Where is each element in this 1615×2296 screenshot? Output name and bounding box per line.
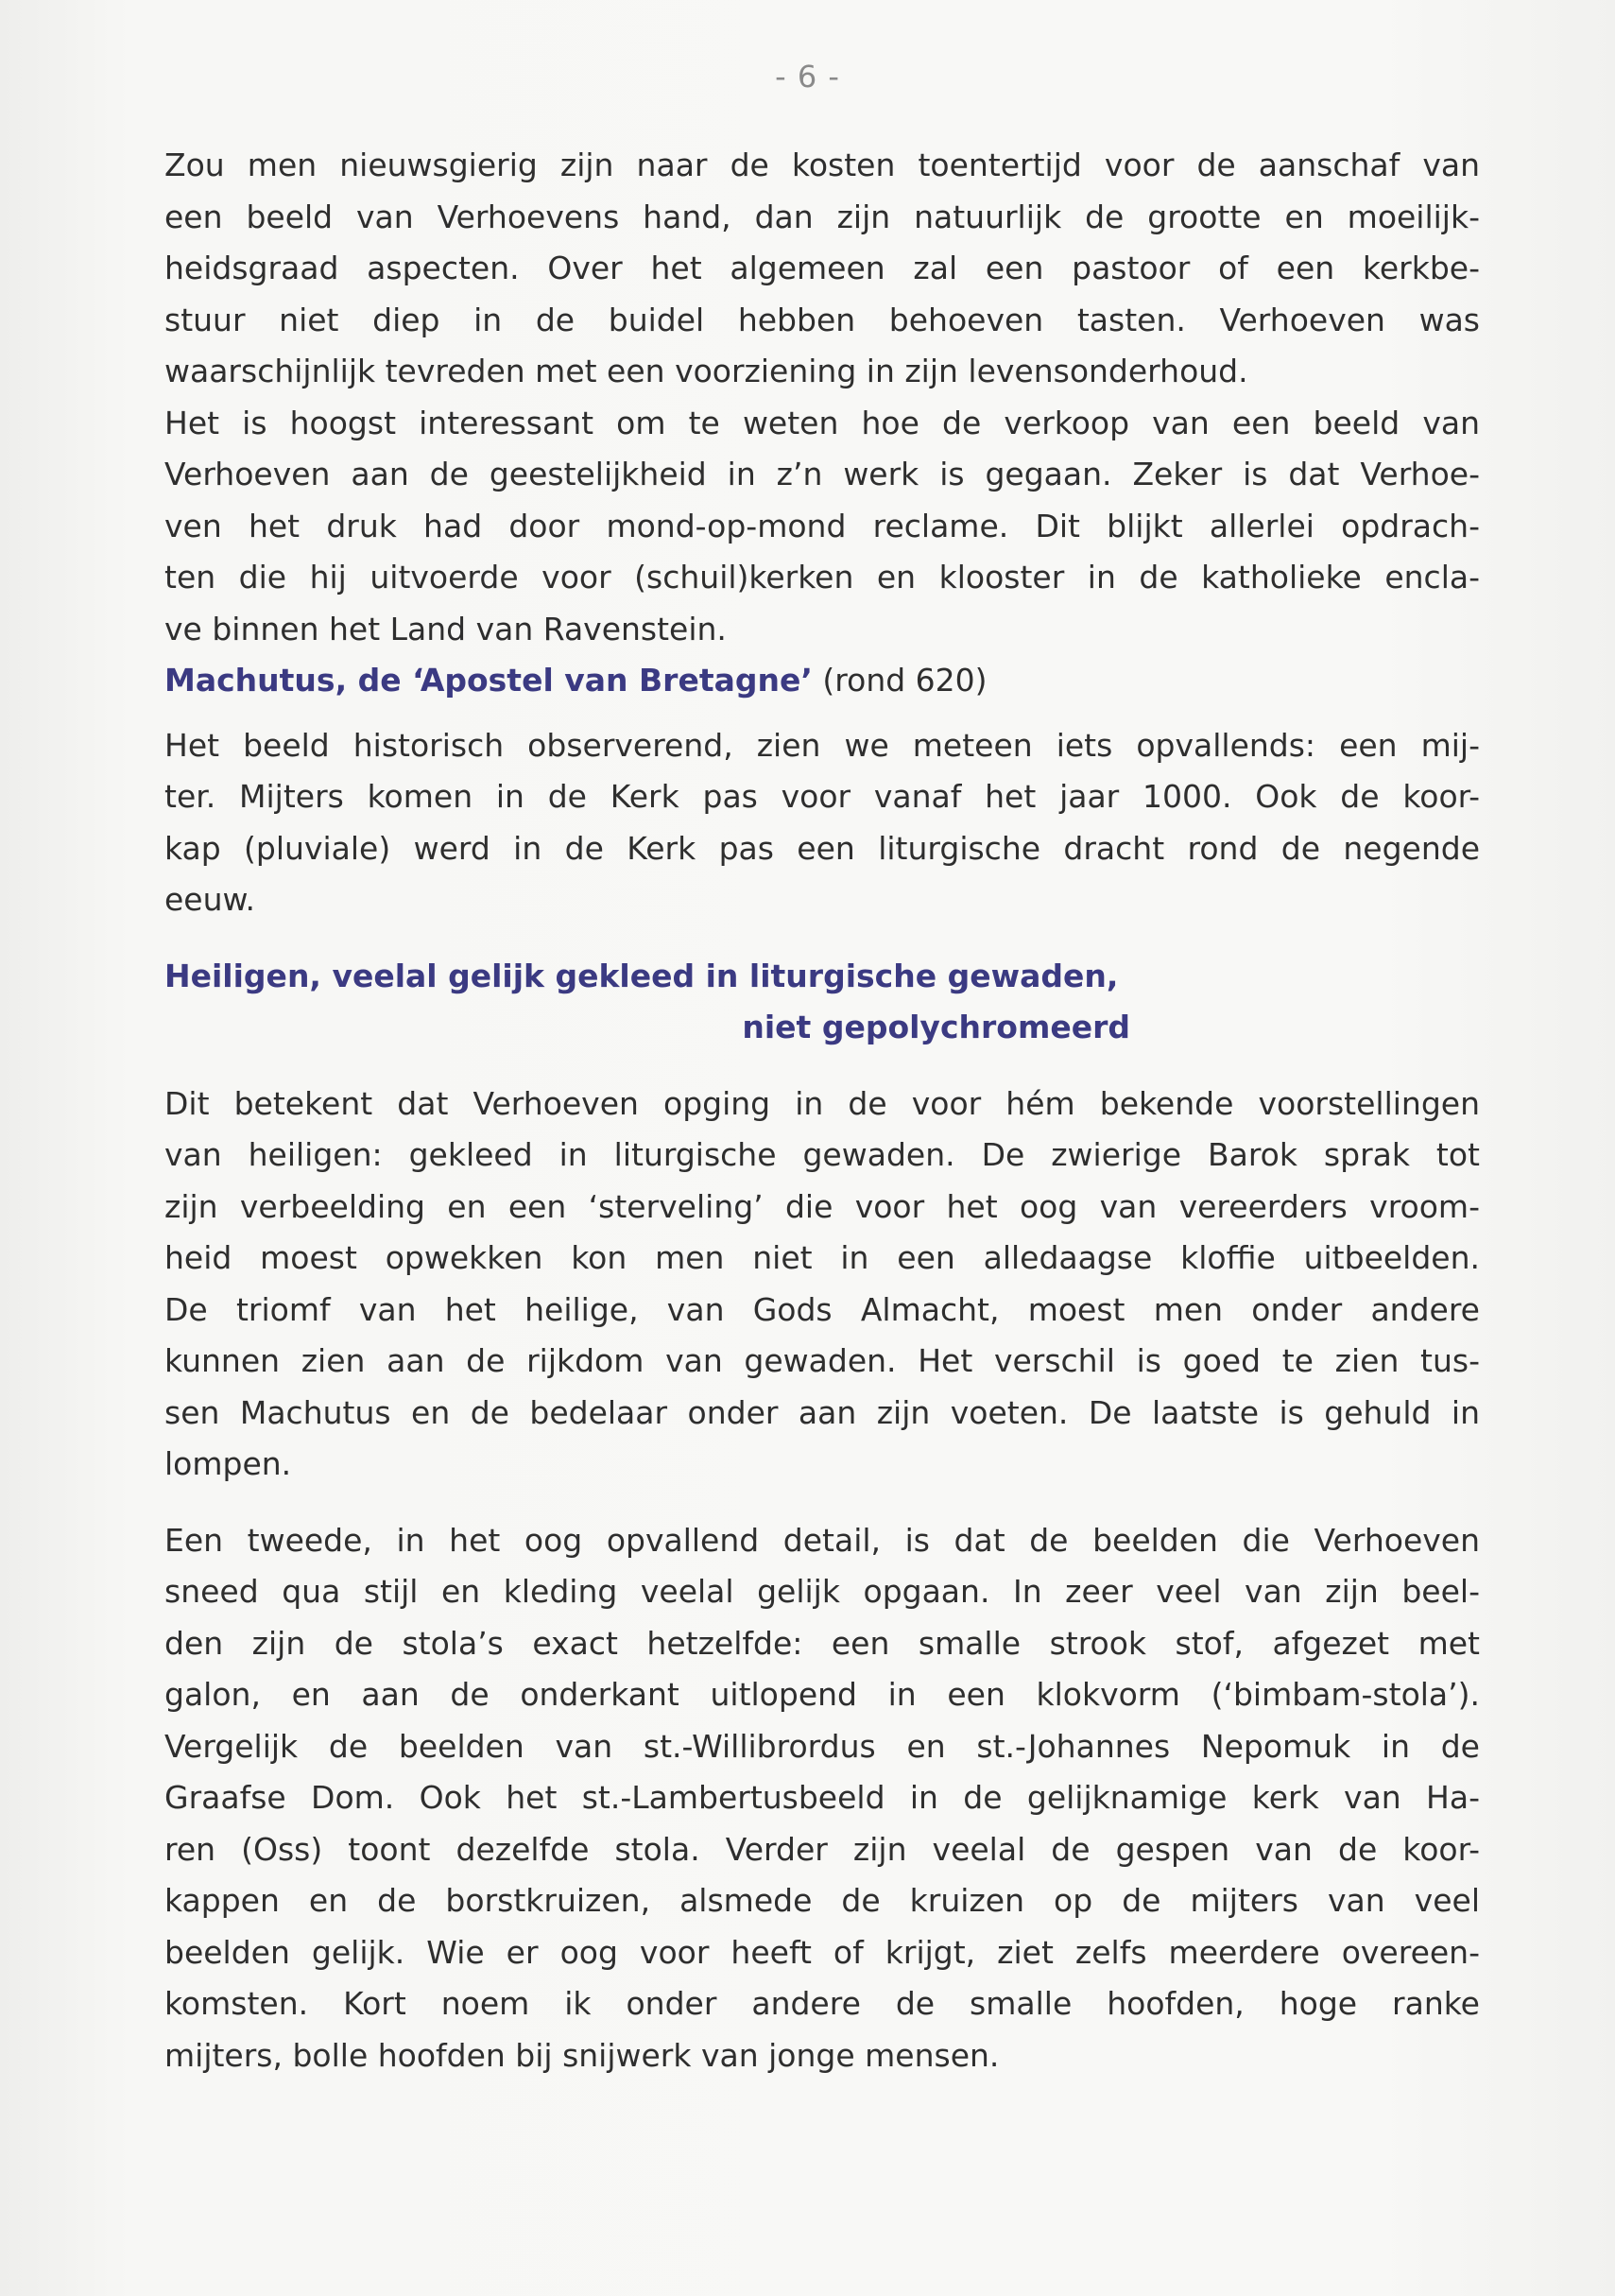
heading-title: Machutus, de ‘Apostel van Bretagne’: [164, 662, 813, 699]
text-line: kappen en de borstkruizen, alsmede de kruizen op de mijters van veel: [164, 1882, 1480, 1919]
text-line: een beeld van Verhoevens hand, dan zijn natuurlijk de grootte en moeilijk-: [164, 198, 1480, 235]
text-line: mijters, bolle hoofden bij snijwerk van jonge mensen.: [164, 2036, 1000, 2074]
text-line: sneed qua stijl en kleding veelal gelijk opgaan. In zeer veel van zijn beel-: [164, 1573, 1480, 1610]
text-line: Dit betekent dat Verhoeven opging in de voor hém bekende voorstellingen: [164, 1084, 1480, 1122]
text-line: zijn verbeelding en een ‘sterveling’ die voor het oog van vereerders vroom-: [164, 1187, 1480, 1225]
paragraph-stola: [164, 1515, 1480, 2082]
heading-line-1: Heiligen, veelal gelijk gekleed in liturgische gewaden,: [164, 957, 1119, 994]
text-line: van heiligen: gekleed in liturgische gewaden. De zwierige Barok sprak tot: [164, 1136, 1480, 1173]
paragraph-cost: [164, 140, 1480, 655]
text-line: Een tweede, in het oog opvallend detail, is dat de beelden die Verhoeven: [164, 1521, 1480, 1559]
text-line: Vergelijk de beelden van st.-Willibrordus en st.-Johannes Nepomuk in de: [164, 1727, 1480, 1765]
paragraph-baroque: [164, 1079, 1480, 1491]
section-heading-saints: [164, 951, 1480, 1054]
text-line: eeuw.: [164, 881, 255, 918]
text-line: kap (pluviale) werd in de Kerk pas een liturgische dracht rond de negende: [164, 829, 1480, 867]
text-line: ven het druk had door mond-op-mond reclame. Dit blijkt allerlei opdrach-: [164, 507, 1480, 544]
text-line: Het is hoogst interessant om te weten hoe de verkoop van een beeld van: [164, 404, 1480, 441]
text-line: ren (Oss) toont dezelfde stola. Verder zijn veelal de gespen van de koor-: [164, 1830, 1480, 1868]
heading-date: (rond 620): [812, 662, 988, 699]
text-line: De triomf van het heilige, van Gods Almacht, moest men onder andere: [164, 1290, 1480, 1328]
text-line: komsten. Kort noem ik onder andere de smalle hoofden, hoge ranke: [164, 1985, 1480, 2022]
text-line: sen Machutus en de bedelaar onder aan zijn voeten. De laatste is gehuld in: [164, 1393, 1480, 1431]
text-line: heidsgraad aspecten. Over het algemeen zal een pastoor of een kerkbe-: [164, 250, 1480, 286]
text-line: Verhoeven aan de geestelijkheid in z’n werk is gegaan. Zeker is dat Verhoe-: [164, 456, 1480, 492]
text-line: den zijn de stola’s exact hetzelfde: een smalle strook stof, afgezet met: [164, 1624, 1480, 1662]
text-line: ter. Mijters komen in de Kerk pas voor vanaf het jaar 1000. Ook de koor-: [164, 778, 1480, 815]
text-line: galon, en aan de onderkant uitlopend in een klokvorm (‘bimbam-stola’).: [164, 1676, 1480, 1713]
section-heading-machutus: [164, 655, 1480, 707]
heading-line-2: niet gepolychromeerd: [742, 1009, 1130, 1045]
paragraph-mitre: [164, 720, 1480, 926]
text-line: stuur niet diep in de buidel hebben behoeven tasten. Verhoeven was: [164, 301, 1480, 338]
text-line: Zou men nieuwsgierig zijn naar de kosten toentertijd voor de aanschaf van: [164, 147, 1480, 183]
text-line: Het beeld historisch observerend, zien we meteen iets opvallends: een mij-: [164, 726, 1480, 764]
page-number: - 6 -: [775, 59, 840, 95]
text-line: heid moest opwekken kon men niet in een alledaagse kloffie uitbeelden.: [164, 1239, 1480, 1276]
text-line: kunnen zien aan de rijkdom van gewaden. Het verschil is goed te zien tus-: [164, 1342, 1480, 1379]
text-line: Graafse Dom. Ook het st.-Lambertusbeeld in de gelijknamige kerk van Ha-: [164, 1779, 1480, 1816]
text-line: ve binnen het Land van Ravenstein.: [164, 610, 727, 647]
text-line: beelden gelijk. Wie er oog voor heeft of krijgt, ziet zelfs meerdere overeen-: [164, 1933, 1480, 1971]
text-line: waarschijnlijk tevreden met een voorziening in zijn levensonderhoud.: [164, 353, 1248, 389]
page-content: [164, 140, 1480, 2081]
text-line: lompen.: [164, 1445, 292, 1482]
text-line: ten die hij uitvoerde voor (schuil)kerken en klooster in de katholieke encla-: [164, 559, 1480, 596]
